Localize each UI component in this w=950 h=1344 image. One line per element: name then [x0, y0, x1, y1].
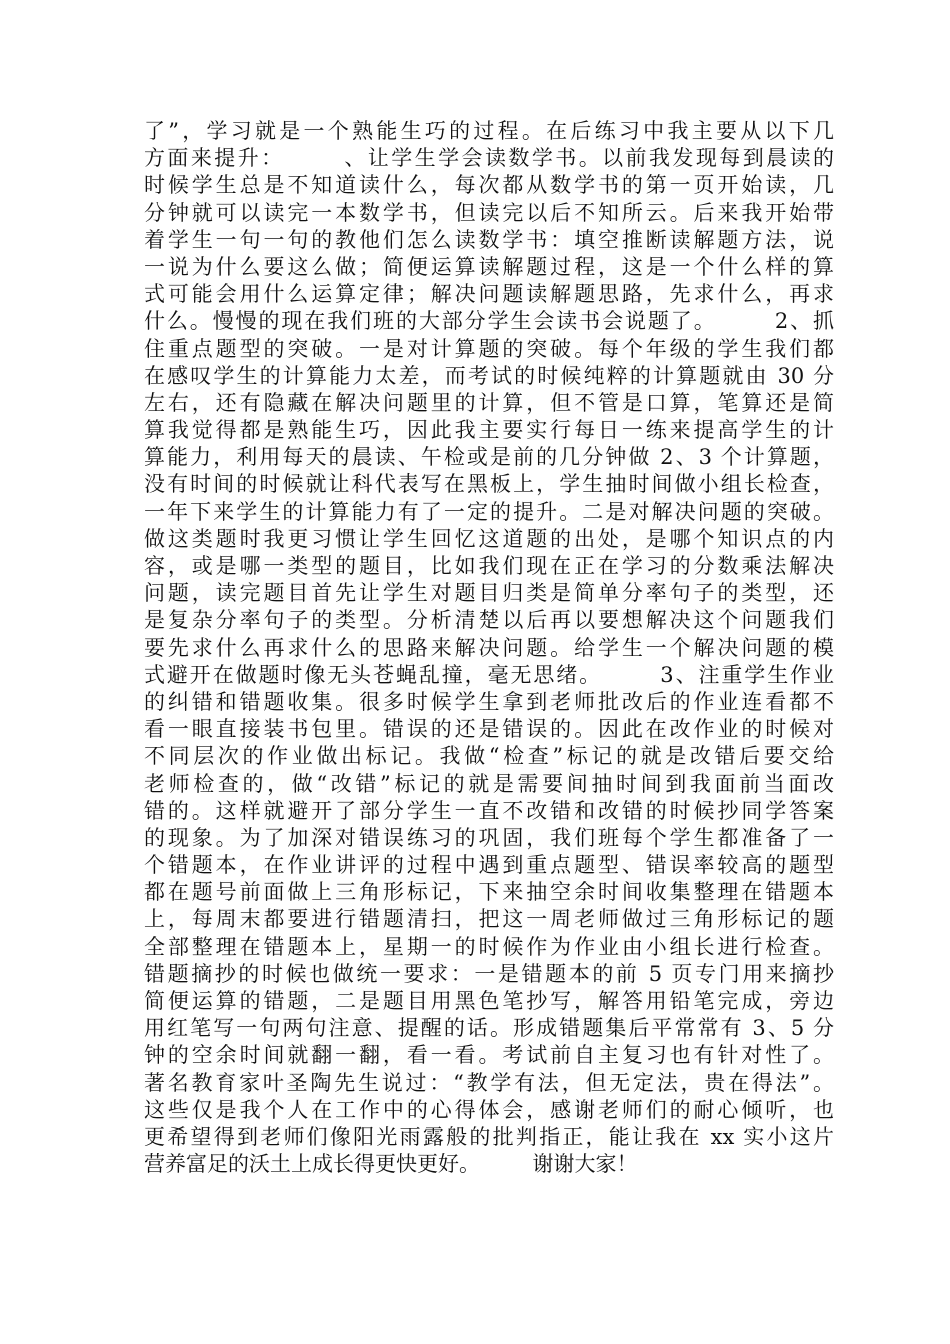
text-line: 营养富足的沃土上成长得更快更好。 谢谢大家！	[144, 1152, 638, 1177]
text-line: 住重点题型的突破。一是对计算题的突破。每个年级的学生我们都	[144, 336, 834, 361]
text-line: 容，或是哪一类型的题目，比如我们现在正在学习的分数乘法解决	[144, 554, 834, 578]
text-line: 式避开在做题时像无头苍蝇乱撞，毫无思绪。 3、注重学生作业	[144, 662, 834, 687]
text-line: 都在题号前面做上三角形标记，下来抽空余时间收集整理在错题本	[144, 880, 834, 905]
text-line: 上，每周末都要进行错题清扫，把这一周老师做过三角形标记的题	[144, 907, 834, 932]
text-line: 个错题本，在作业讲评的过程中遇到重点题型、错误率较高的题型	[144, 853, 834, 878]
text-line: 的现象。为了加深对错误练习的巩固，我们班每个学生都准备了一	[144, 825, 834, 850]
text-line: 了”，学习就是一个熟能生巧的过程。在后练习中我主要从以下几	[144, 119, 834, 143]
text-line: 是复杂分率句子的类型。分析清楚以后再以要想解决这个问题我们	[144, 608, 834, 633]
text-line: 更希望得到老师们像阳光雨露般的批判指正，能让我在 xx 实小这片	[144, 1124, 834, 1149]
text-line: 著名教育家叶圣陶先生说过：“教学有法，但无定法，贵在得法”。	[144, 1070, 834, 1095]
text-line: 方面来提升： 、让学生学会读数学书。以前我发现每到晨读的	[144, 146, 834, 171]
text-line: 什么。慢慢的现在我们班的大部分学生会读书会说题了。 2、抓	[144, 309, 834, 334]
text-line: 左右，还有隐藏在解决问题里的计算，但不管是口算，笔算还是简	[144, 390, 834, 415]
text-line: 用红笔写一句两句注意、提醒的话。形成错题集后平常常有 3、5 分	[144, 1016, 834, 1041]
text-line: 全部整理在错题本上，星期一的时候作为作业由小组长进行检查。	[144, 934, 834, 959]
text-line: 钟的空余时间就翻一翻，看一看。考试前自主复习也有针对性了。	[144, 1043, 834, 1068]
text-line: 看一眼直接装书包里。错误的还是错误的。因此在改作业的时候对	[144, 717, 834, 742]
body-text	[144, 118, 834, 1178]
text-line: 做这类题时我更习惯让学生回忆这道题的出处，是哪个知识点的内	[144, 526, 834, 551]
text-line: 错的。这样就避开了部分学生一直不改错和改错的时候抄同学答案	[144, 798, 834, 823]
text-line: 在感叹学生的计算能力太差，而考试的时候纯粹的计算题就由 30 分	[144, 363, 834, 388]
text-line: 没有时间的时候就让科代表写在黑板上，学生抽时间做小组长检查，	[144, 472, 834, 497]
text-line: 算我觉得都是熟能生巧，因此我主要实行每日一练来提高学生的计	[144, 418, 834, 443]
text-line: 式可能会用什么运算定律；解决问题读解题思路，先求什么，再求	[144, 282, 834, 307]
text-line: 问题，读完题目首先让学生对题目归类是简单分率句子的类型，还	[144, 581, 834, 606]
text-line: 分钟就可以读完一本数学书，但读完以后不知所云。后来我开始带	[144, 200, 834, 225]
text-line: 时候学生总是不知道读什么，每次都从数学书的第一页开始读，几	[144, 173, 834, 198]
text-line: 这些仅是我个人在工作中的心得体会，感谢老师们的耐心倾听，也	[144, 1097, 834, 1122]
text-line: 错题摘抄的时候也做统一要求：一是错题本的前 5 页专门用来摘抄	[144, 961, 834, 986]
text-line: 要先求什么再求什么的思路来解决问题。给学生一个解决问题的模	[144, 635, 834, 660]
text-line: 算能力，利用每天的晨读、午检或是前的几分钟做 2、3 个计算题，	[144, 445, 834, 470]
text-line: 老师检查的，做“改错”标记的就是需要间抽时间到我面前当面改	[144, 771, 834, 796]
text-line: 简便运算的错题，二是题目用黑色笔抄写，解答用铅笔完成，旁边	[144, 989, 834, 1013]
text-line: 一年下来学生的计算能力有了一定的提升。二是对解决问题的突破。	[144, 499, 834, 524]
text-line: 的纠错和错题收集。很多时候学生拿到老师批改后的作业连看都不	[144, 689, 834, 714]
text-line: 一说为什么要这么做；简便运算读解题过程，这是一个什么样的算	[144, 254, 834, 279]
text-line: 不同层次的作业做出标记。我做“检查”标记的就是改错后要交给	[144, 744, 834, 769]
text-line: 着学生一句一句的教他们怎么读数学书：填空推断读解题方法，说	[144, 227, 834, 252]
